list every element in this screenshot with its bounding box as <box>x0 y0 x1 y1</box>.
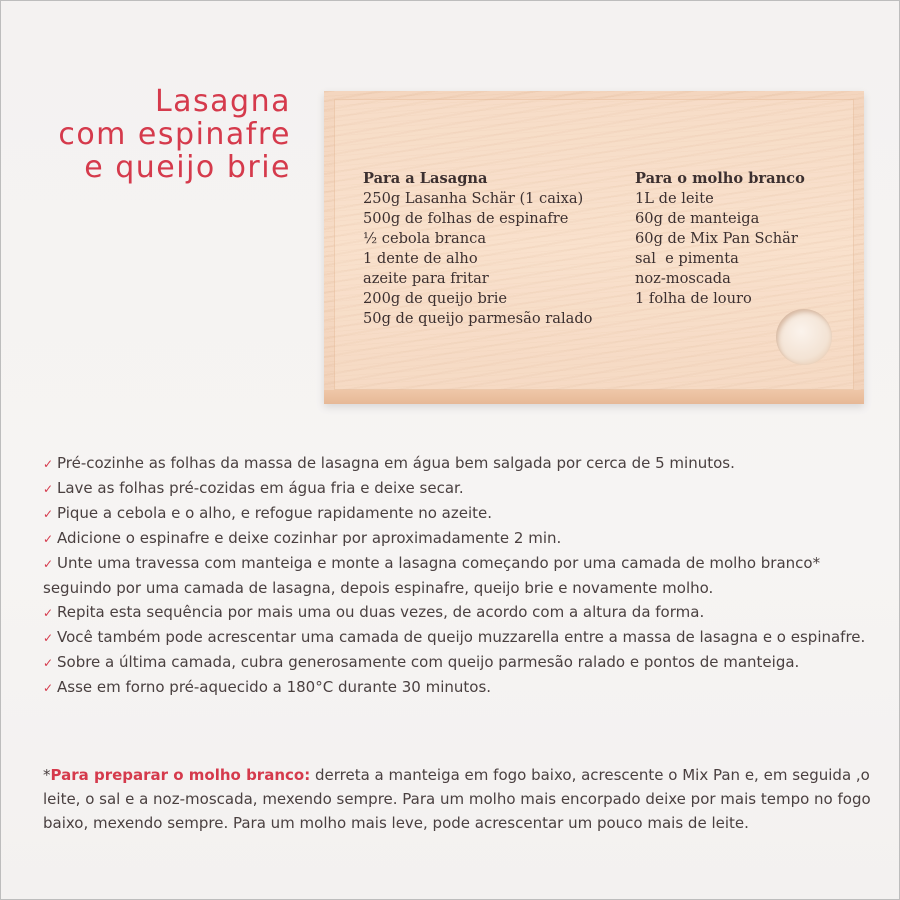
ingredient-item: noz-moscada <box>635 270 731 287</box>
ingredient-item: ½ cebola branca <box>363 230 487 247</box>
preparation-steps <box>43 451 873 700</box>
ingredient-item: 1L de leite <box>635 190 714 207</box>
step-item <box>43 625 873 650</box>
ingredient-item: 200g de queijo brie <box>363 290 508 307</box>
sauce-ingredients <box>635 169 805 309</box>
step-text: Sobre a última camada, cubra generosamente com queijo parmesão ralado e pontos de manteiga. <box>57 653 800 671</box>
check-icon: ✓ <box>43 482 54 496</box>
step-text: Unte uma travessa com manteiga e monte a lasagna começando por uma camada de molho branco* seguindo por uma camada de lasagna, depois espinafre, queijo brie e novamente molho. <box>43 554 821 597</box>
step-item <box>43 526 873 551</box>
check-icon: ✓ <box>43 681 54 695</box>
step-item <box>43 476 873 501</box>
recipe-title <box>58 85 291 184</box>
step-text: Lave as folhas pré-cozidas em água fria e deixe secar. <box>57 479 464 497</box>
step-text: Pré-cozinhe as folhas da massa de lasagna em água bem salgada por cerca de 5 minutos. <box>57 454 735 472</box>
step-text: Pique a cebola e o alho, e refogue rapidamente no azeite. <box>57 504 493 522</box>
ingredient-item: 500g de folhas de espinafre <box>363 210 569 227</box>
step-item <box>43 600 873 625</box>
step-item <box>43 551 873 600</box>
board-hole <box>776 309 832 365</box>
title-line: Lasagna <box>154 84 291 119</box>
step-item <box>43 650 873 675</box>
note-asterisk: * <box>43 766 51 784</box>
ingredients-heading: Para o molho branco <box>635 170 805 187</box>
ingredient-item: 250g Lasanha Schär (1 caixa) <box>363 190 584 207</box>
ingredients-heading: Para a Lasagna <box>363 170 488 187</box>
step-text: Repita esta sequência por mais uma ou duas vezes, de acordo com a altura da forma. <box>57 603 705 621</box>
ingredient-item: 50g de queijo parmesão ralado <box>363 310 593 327</box>
board-edge <box>324 390 864 404</box>
step-text: Asse em forno pré-aquecido a 180°C durante 30 minutos. <box>57 678 492 696</box>
ingredient-item: 60g de manteiga <box>635 210 760 227</box>
ingredient-item: sal e pimenta <box>635 250 739 267</box>
step-text: Você também pode acrescentar uma camada de queijo muzzarella entre a massa de lasagna e o espinafre. <box>57 628 866 646</box>
step-text: Adicione o espinafre e deixe cozinhar por aproximadamente 2 min. <box>57 529 562 547</box>
step-item <box>43 501 873 526</box>
check-icon: ✓ <box>43 606 54 620</box>
check-icon: ✓ <box>43 507 54 521</box>
ingredient-item: 1 folha de louro <box>635 290 752 307</box>
check-icon: ✓ <box>43 457 54 471</box>
check-icon: ✓ <box>43 532 54 546</box>
lasagna-ingredients <box>363 169 592 329</box>
check-icon: ✓ <box>43 631 54 645</box>
ingredient-item: 1 dente de alho <box>363 250 478 267</box>
check-icon: ✓ <box>43 656 54 670</box>
ingredient-item: azeite para fritar <box>363 270 489 287</box>
step-item <box>43 451 873 476</box>
note-lead: Para preparar o molho branco: <box>50 766 311 784</box>
note-text: derreta a manteiga em fogo baixo, acrescente o Mix Pan e, em seguida ,o leite, o sal e a noz-moscada, mexendo sempre. Para um molho mais encorpado deixe por mais tempo no fogo baixo, mexendo sempre. Para um molho mais leve, pode acrescentar um pouco mais de leite. <box>43 766 871 832</box>
title-line: com espinafre <box>58 117 291 152</box>
step-item <box>43 675 873 700</box>
ingredient-item: 60g de Mix Pan Schär <box>635 230 798 247</box>
sauce-note <box>43 763 873 835</box>
cutting-board <box>324 91 864 404</box>
check-icon: ✓ <box>43 557 54 571</box>
title-line: e queijo brie <box>84 150 291 185</box>
